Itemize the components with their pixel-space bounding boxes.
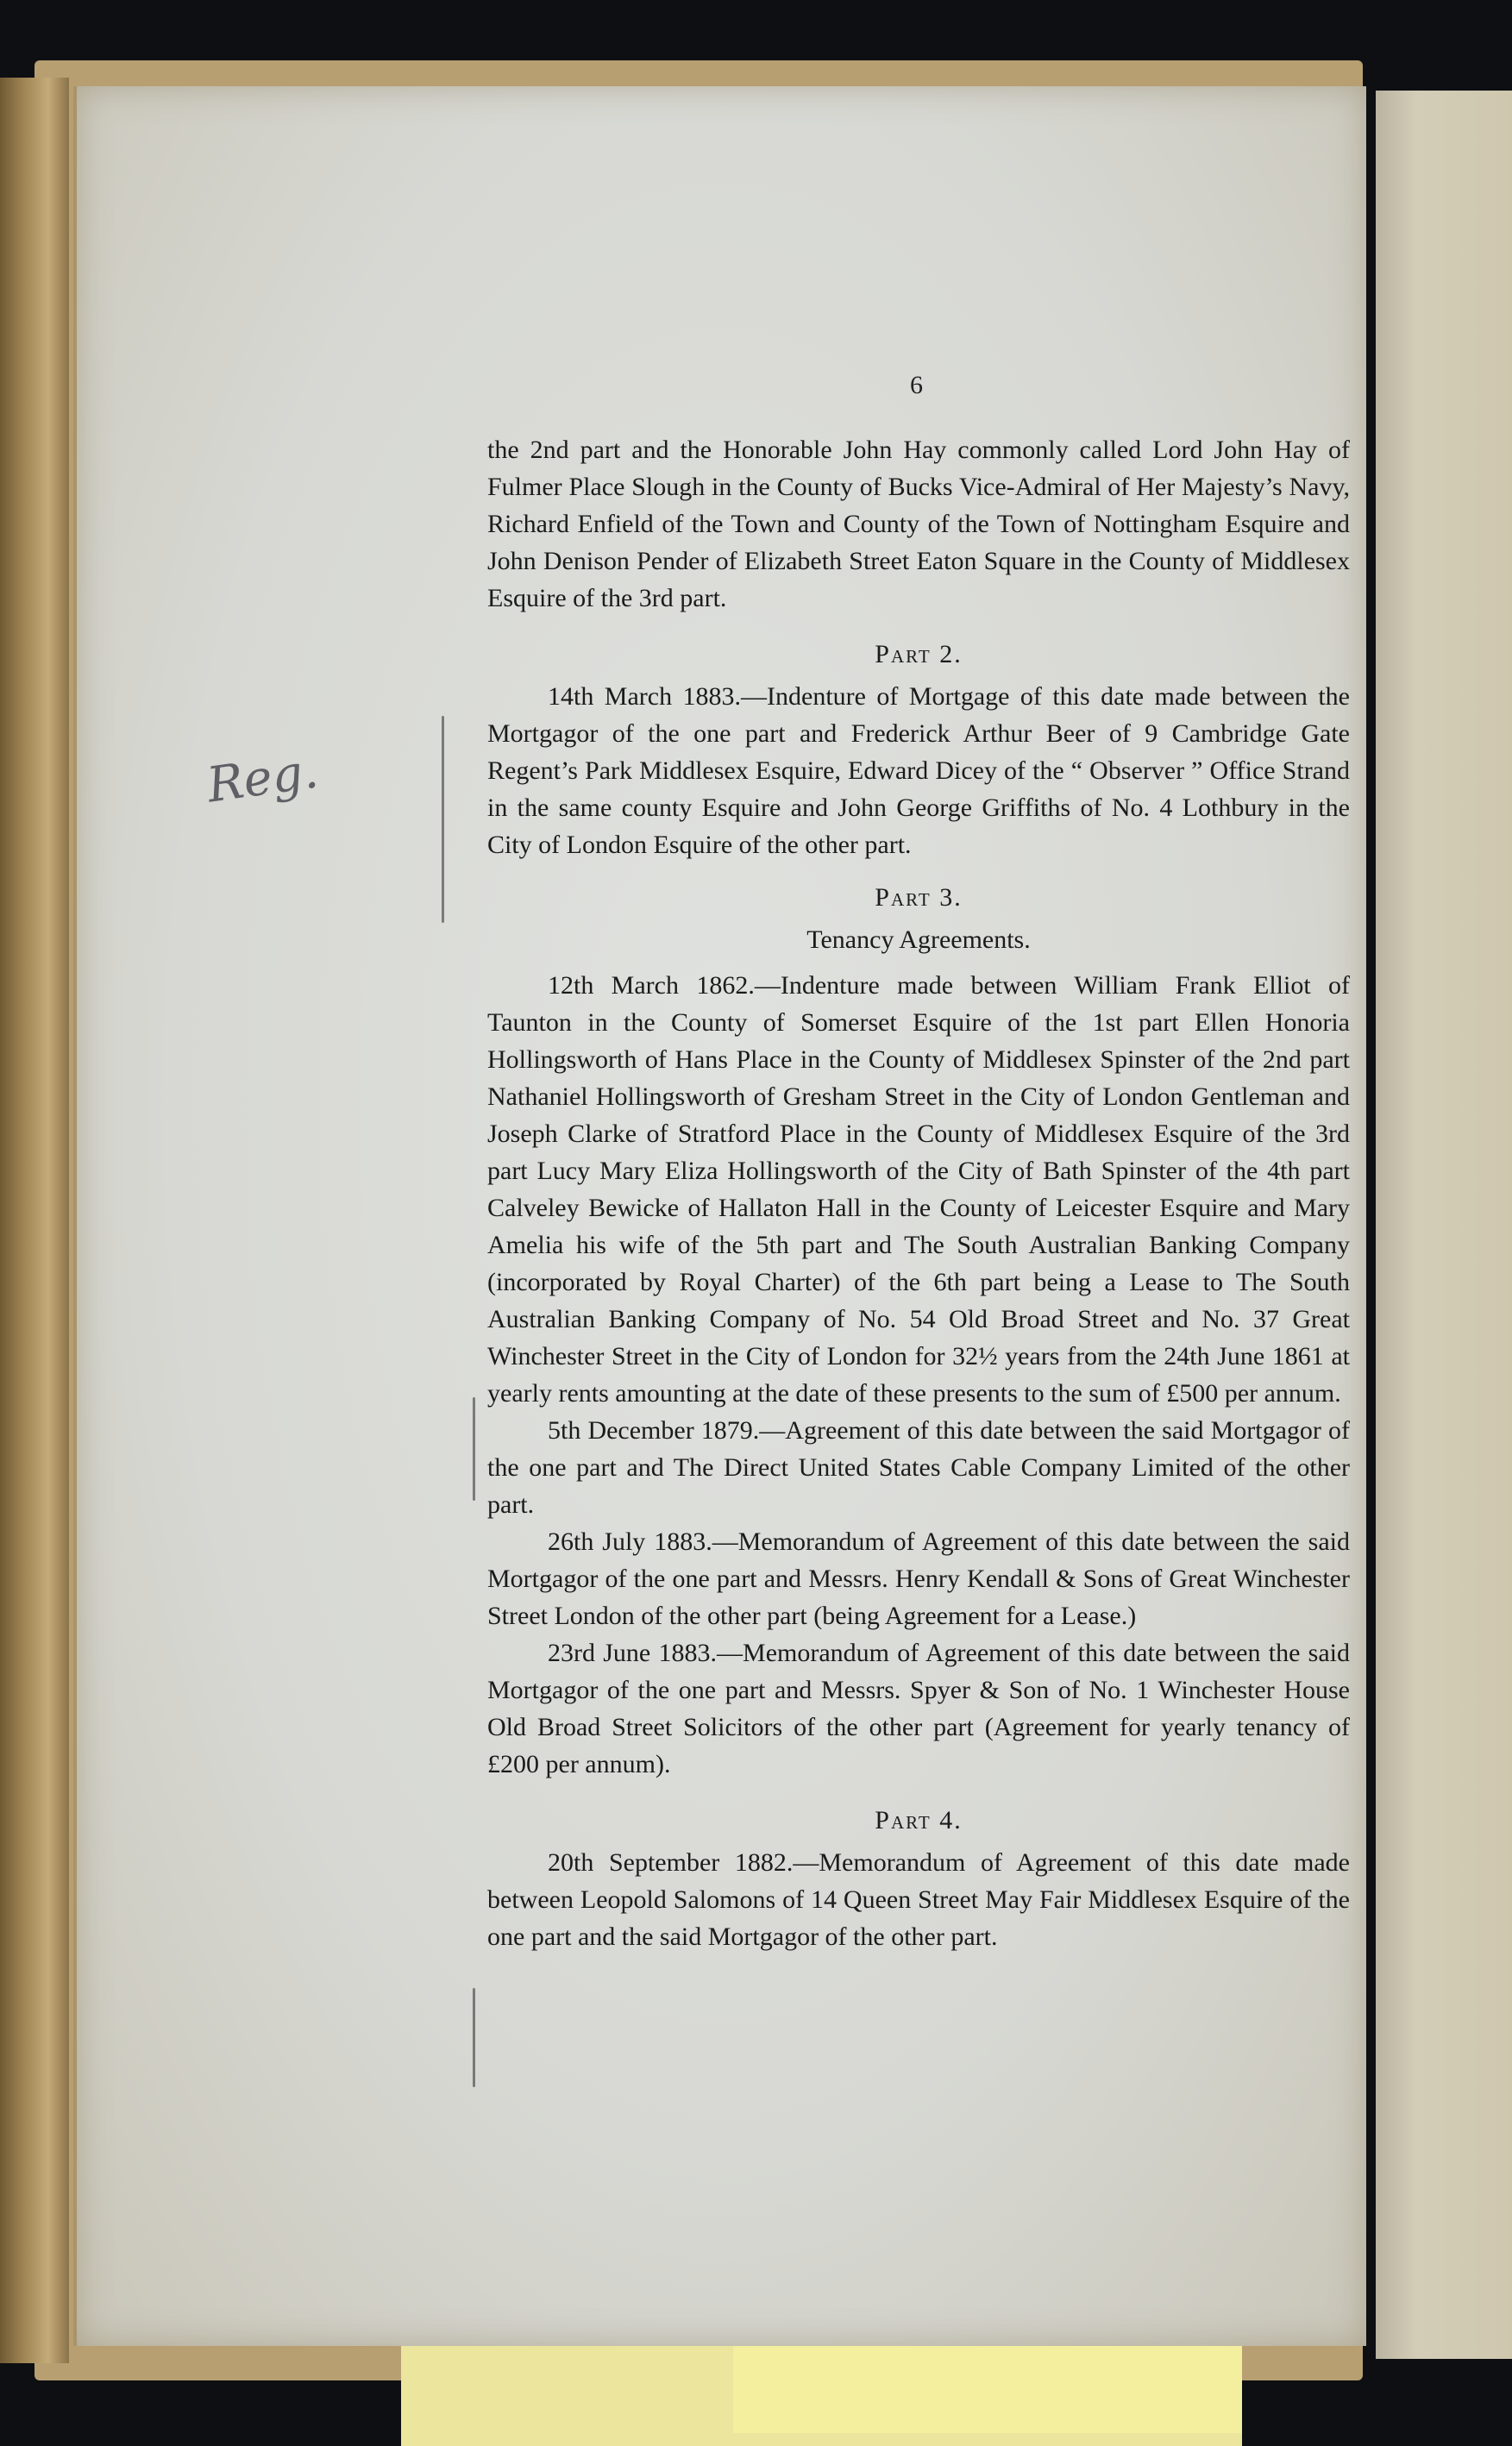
part4-heading: Part 4. — [875, 1806, 963, 1834]
part3-subheading: Tenancy Agreements. — [806, 925, 1031, 954]
part3-heading: Part 3. — [875, 883, 963, 912]
part3-paragraph-4: 23rd June 1883.—Memorandum of Agreement of this date between the said Mortgagor of the one part and Messrs. Spyer & Son of No. 1 Winchester House Old Broad Street Solicitors of the other part (Agreement for yearly tenancy of £200 per annum). — [487, 1639, 1350, 1778]
part3-paragraph-2: 5th December 1879.—Agreement of this date between the said Mortgagor of the one part and The Direct United States Cable Company Limited of the other part. — [487, 1416, 1350, 1519]
part3-paragraph-1: 12th March 1862.—Indenture made between William Frank Elliot of Taunton in the County of Somerset Esquire of the 1st part Ellen Honoria Hollingsworth of Hans Place in the County of Middlesex Spinster of the 2nd part Nathaniel Hollingsworth of Gresham Street in the City of London Gentleman and Joseph Clarke of Stratford Place in the County of Middlesex Esquire of the 3rd part Lucy Mary Eliza Hollingsworth of the City of Bath Spinster of the 4th part Calveley Bewicke of Hallaton Hall in the County of Leicester Esquire and Mary Amelia his wife of the 5th part and The South Australian Banking Company (incorporated by Royal Charter) of the 6th part being a Lease to The South Australian Banking Company of No. 54 Old Broad Street and No. 37 Great Winchester Street in the City of London for 32½ years from the 24th June 1861 at yearly rents amounting at the date of these presents to the sum of £500 per annum. — [487, 971, 1350, 1408]
part4-paragraph: 20th September 1882.—Memorandum of Agreement of this date made between Leopold Salomons of 14 Queen Street May Fair Middlesex Esquire of the one part and the said Mortgagor of the other part. — [487, 1848, 1350, 1951]
adjacent-page — [1376, 91, 1512, 2359]
part2-paragraph: 14th March 1883.—Indenture of Mortgage of this date made between the Mortgagor of the one part and Frederick Arthur Beer of 9 Cambridge Gate Regent’s Park Middlesex Esquire, Edward Dicey of the “ Observer ” Office Strand in the same county Esquire and John George Griffiths of No. 4 Lothbury in the City of London Esquire of the other part. — [487, 682, 1350, 859]
document-body — [487, 431, 1350, 1955]
opening-paragraph: the 2nd part and the Honorable John Hay commonly called Lord John Hay of Fulmer Place Slough in the County of Bucks Vice-Admiral of Her Majesty’s Navy, Richard Enfield of the Town and County of the Town of Nottingham Esquire and John Denison Pender of Elizabeth Street Eaton Square in the County of Middlesex Esquire of the 3rd part. — [487, 436, 1350, 612]
page-stack-edge — [0, 78, 69, 2363]
margin-annotation: Reg. — [204, 743, 322, 814]
part3-paragraph-3: 26th July 1883.—Memorandum of Agreement of this date between the said Mortgagor of the one part and Messrs. Henry Kendall & Sons of Great Winchester Street London of the other part (being Agreement for a Lease.) — [487, 1527, 1350, 1630]
part2-heading: Part 2. — [875, 640, 963, 668]
page-number: 6 — [910, 371, 923, 399]
margin-bracket-part4 — [473, 1988, 475, 2087]
margin-bracket-lease — [473, 1397, 475, 1501]
margin-bracket-part2 — [442, 716, 444, 923]
